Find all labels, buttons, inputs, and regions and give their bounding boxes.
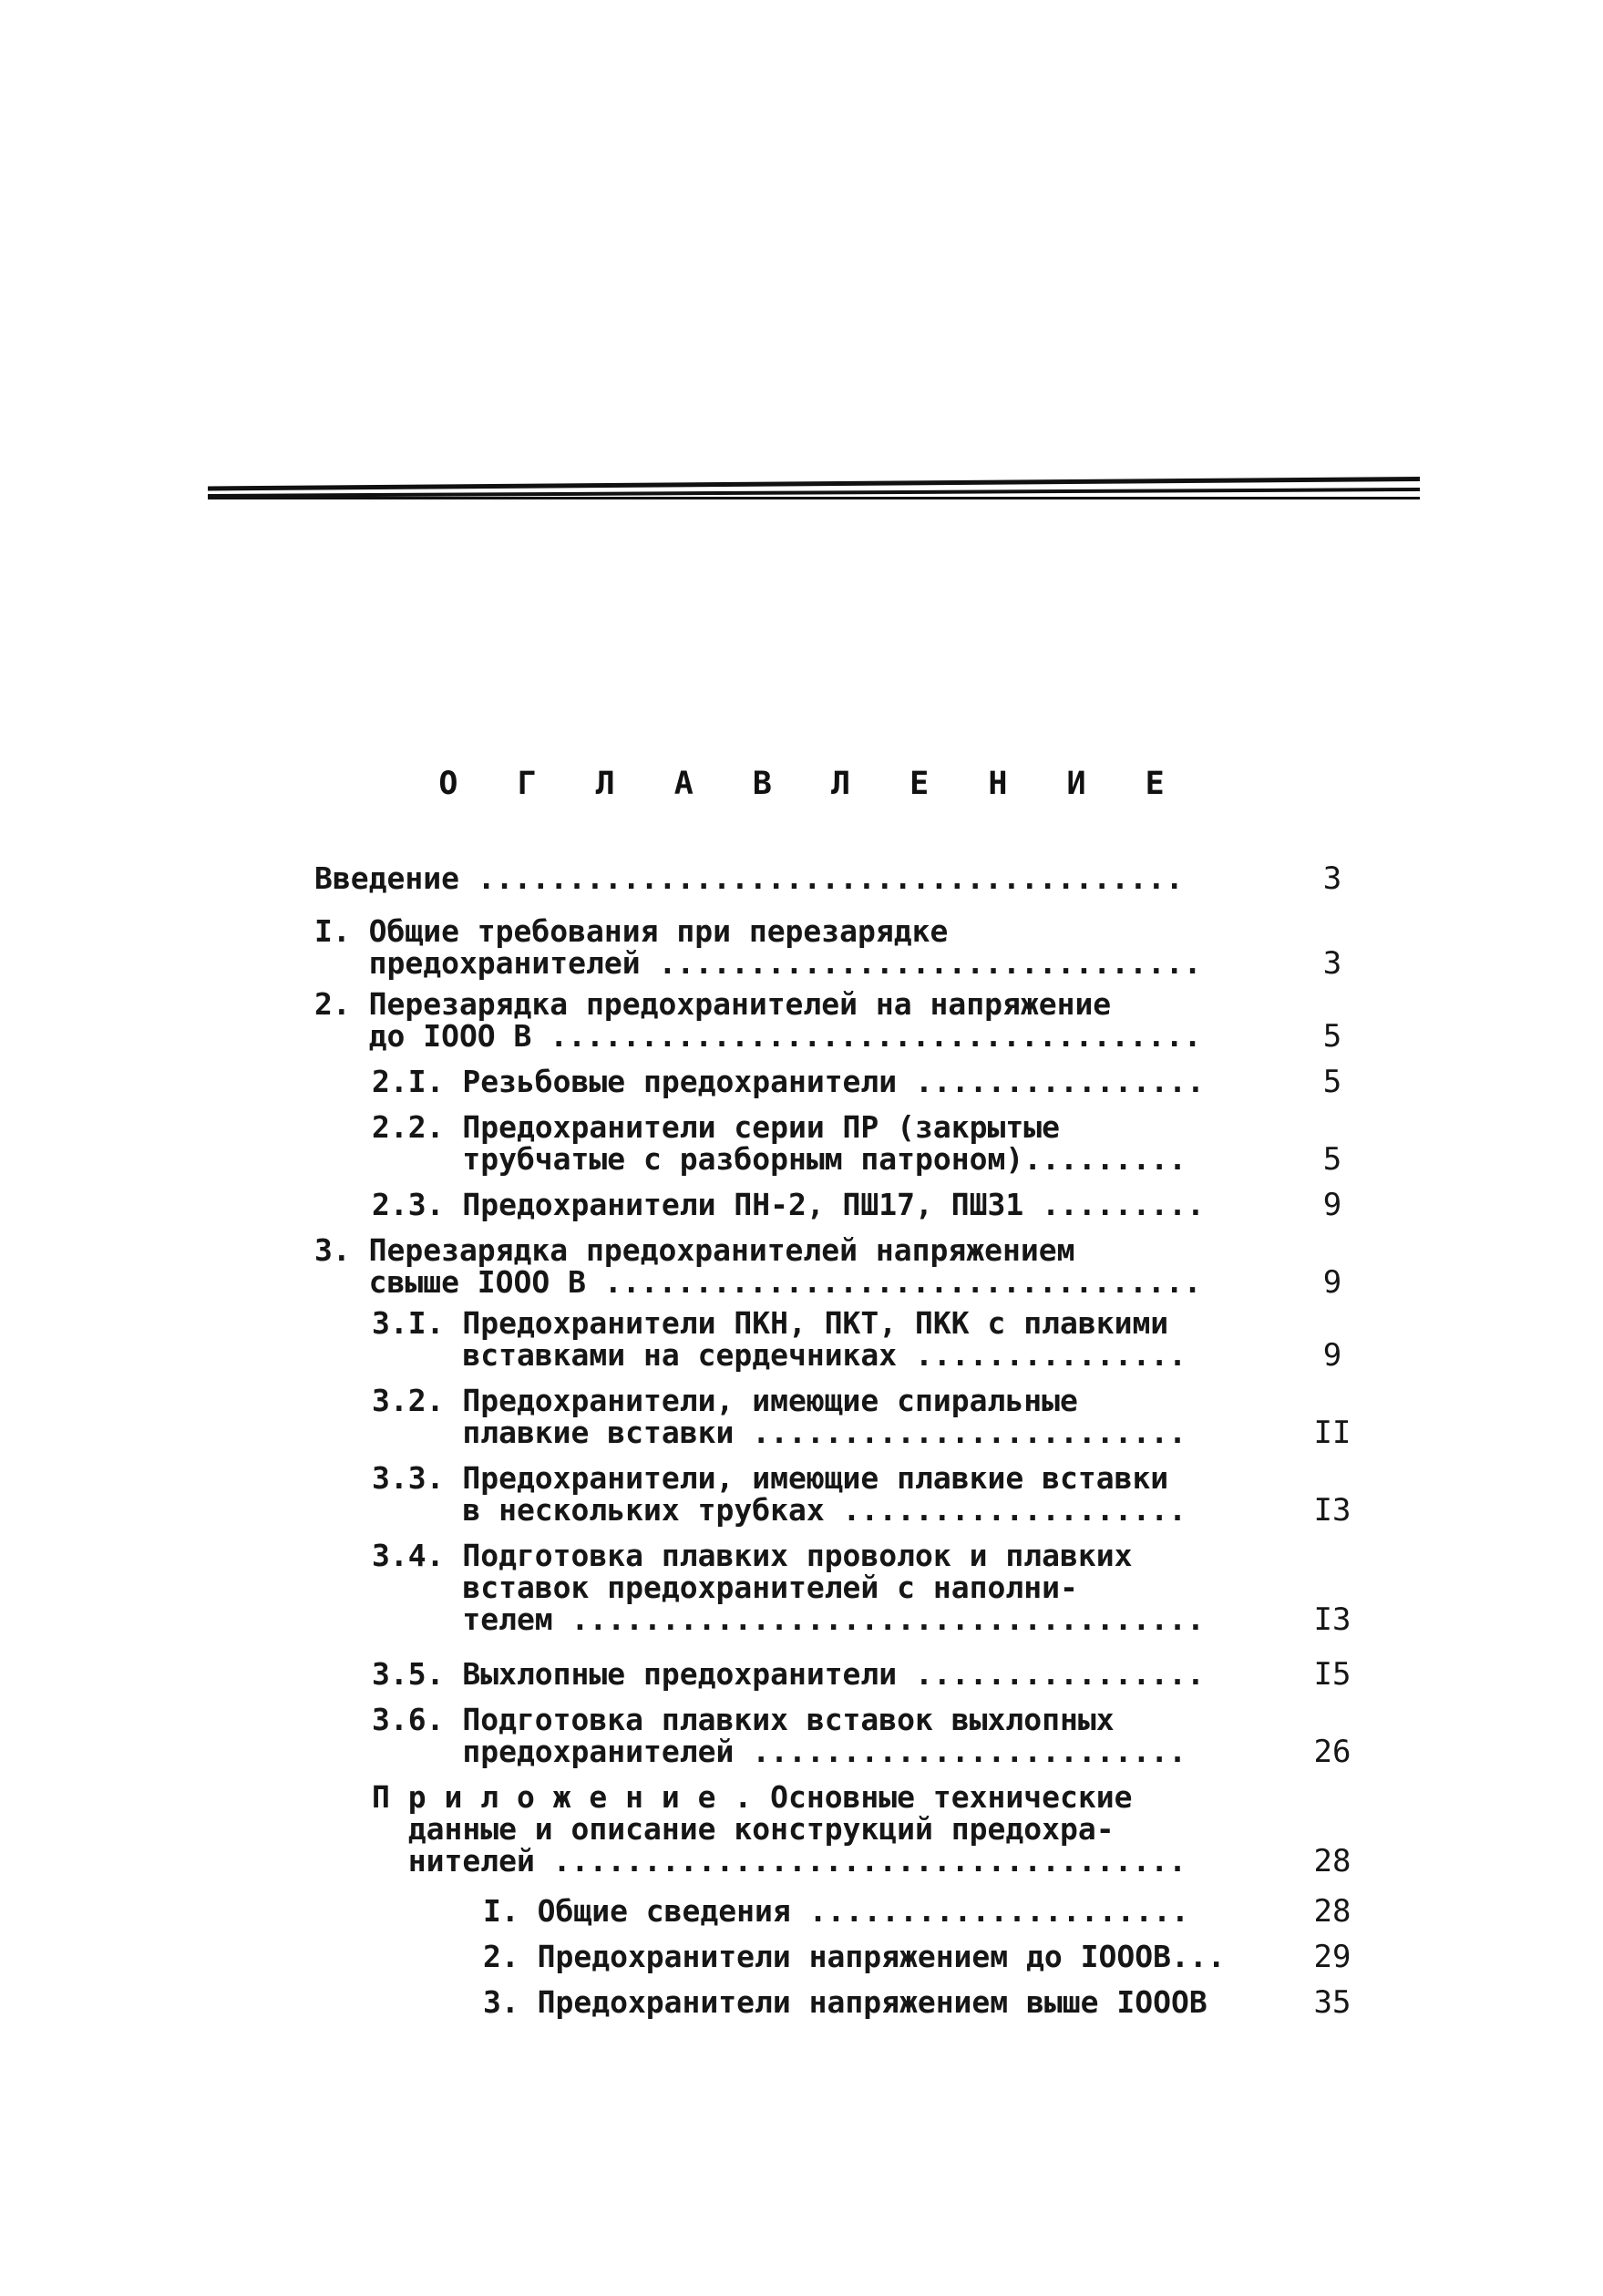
toc-page-number: 35: [1313, 1984, 1351, 2021]
toc-entry-line: предохранителей ........................: [372, 1734, 1187, 1769]
toc-page-number: 26: [1313, 1734, 1351, 1770]
toc-entry-line: трубчатые с разборным патроном).........: [372, 1141, 1187, 1177]
toc-page-number: I3: [1313, 1601, 1351, 1638]
toc-entry-line: 3.I. Предохранители ПКН, ПКТ, ПКК с плавкими: [372, 1305, 1169, 1341]
toc-entry-line: телем ...................................: [372, 1601, 1205, 1637]
toc-entry-line: 2. Перезарядка предохранителей на напряжение: [314, 986, 1112, 1022]
toc-entry-line: плавкие вставки ........................: [372, 1415, 1187, 1450]
toc-entry-line: 2.2. Предохранители серии ПР (закрытые: [372, 1109, 1060, 1145]
toc-entry-line: до IOOO В ....................................: [314, 1018, 1202, 1054]
toc-entry-line: 3.2. Предохранители, имеющие спиральные: [372, 1383, 1078, 1418]
toc-page-number: 9: [1322, 1187, 1342, 1223]
toc-page-number: 3: [1322, 945, 1342, 982]
toc-entry-line: I. Общие сведения .....................: [483, 1893, 1189, 1929]
toc-entry-line: 2.3. Предохранители ПН-2, ПШ17, ПШ31 .........: [372, 1187, 1205, 1222]
toc-page-number: 3: [1322, 860, 1342, 897]
toc-entry-line: 2.I. Резьбовые предохранители ................: [372, 1064, 1205, 1099]
toc-entry-line: свыше IOOO В .................................: [314, 1264, 1202, 1300]
toc-page-number: I5: [1313, 1656, 1351, 1693]
header-rule: [208, 449, 1420, 504]
toc-entry-line: 2. Предохранители напряжением до IOOOВ...: [483, 1939, 1226, 1974]
toc-page-number: 5: [1322, 1018, 1342, 1055]
toc-page-number: 5: [1322, 1064, 1342, 1100]
toc-entry-line: 3.6. Подготовка плавких вставок выхлопных: [372, 1702, 1115, 1737]
toc-entry-line: вставками на сердечниках ...............: [372, 1337, 1187, 1373]
toc-page-number: II: [1313, 1415, 1351, 1451]
toc-entry-line: 3.4. Подготовка плавких проволок и плавких: [372, 1538, 1133, 1573]
toc-entry-line: 3.3. Предохранители, имеющие плавкие вставки: [372, 1460, 1169, 1496]
toc-entry-line: вставок предохранителей с наполни-: [372, 1570, 1078, 1605]
toc-entry-line: данные и описание конструкций предохра-: [372, 1811, 1115, 1847]
toc-entry-line: Введение .......................................: [314, 860, 1184, 896]
toc-page-number: 5: [1322, 1141, 1342, 1178]
toc-entry-line: П р и л о ж е н и е . Основные технические: [372, 1779, 1133, 1815]
toc-page-number: I3: [1313, 1492, 1351, 1529]
toc-page-number: 29: [1313, 1939, 1351, 1975]
toc-title: О Г Л А В Л Е Н И Е: [438, 766, 1185, 802]
toc-entry-line: предохранителей ..............................: [314, 945, 1202, 981]
toc-entry-line: 3. Предохранители напряжением выше IOOOВ: [483, 1984, 1207, 2020]
toc-entry-line: 3. Перезарядка предохранителей напряжением: [314, 1232, 1075, 1268]
toc-entry-line: в нескольких трубках ...................: [372, 1492, 1187, 1528]
toc-entry-line: 3.5. Выхлопные предохранители ................: [372, 1656, 1205, 1692]
toc-page-number: 9: [1322, 1337, 1342, 1374]
toc-page-number: 28: [1313, 1843, 1351, 1879]
toc-page-number: 28: [1313, 1893, 1351, 1930]
toc-entry-line: I. Общие требования при перезарядке: [314, 913, 949, 949]
toc-entry-line: нителей ...................................: [372, 1843, 1187, 1879]
toc-page-number: 9: [1322, 1264, 1342, 1301]
